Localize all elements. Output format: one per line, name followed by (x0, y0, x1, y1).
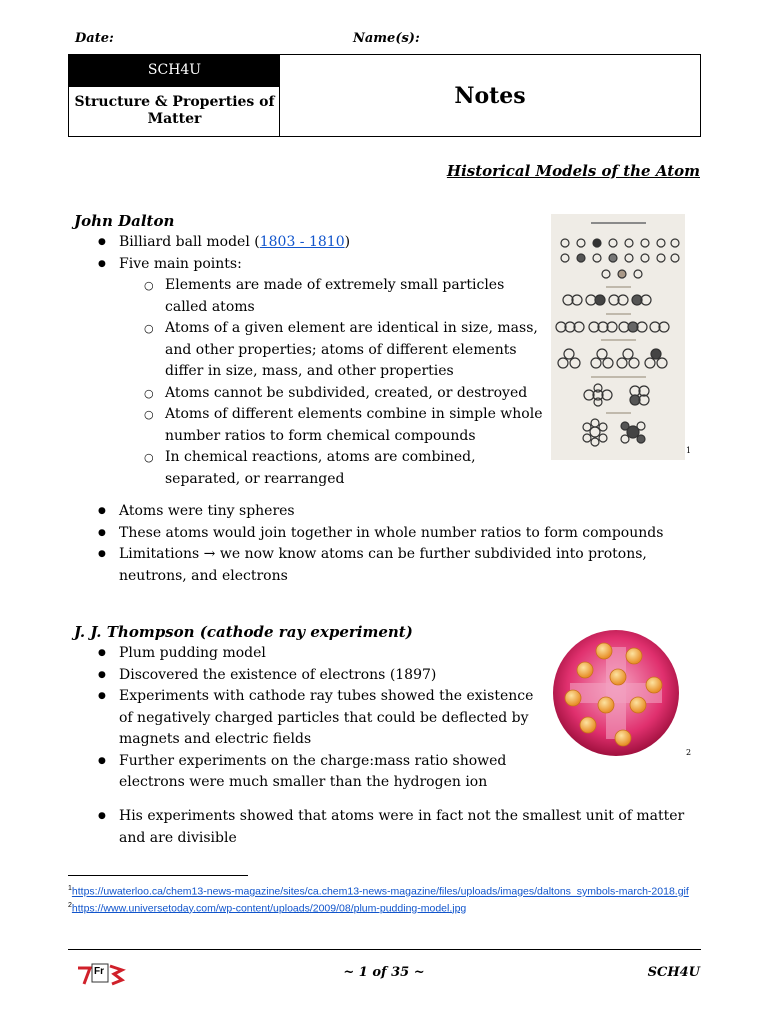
footer-course: SCH4U (647, 965, 700, 980)
list-item: ○ Elements are made of extremely small particles called atoms (74, 275, 544, 318)
notes-title: Notes (454, 82, 526, 109)
figure-footnote-mark: 2 (686, 748, 692, 757)
thomson-list (74, 643, 534, 794)
list-item: ○ Atoms of different elements combine in simple whole number ratios to form chemical compounds (74, 404, 544, 447)
footnote-link[interactable]: https://www.universetoday.com/wp-content/uploads/2009/08/plum-pudding-model.jpg (71, 902, 467, 914)
dalton-b1-suffix: ) (344, 234, 351, 250)
list-item: ● Further experiments on the charge:mass ratio showed electrons were much smaller than the hydrogen ion (74, 751, 534, 794)
dalton-b1-text: Billiard ball model ( (119, 234, 260, 250)
dalton-more-list (74, 501, 714, 587)
plum-pudding-illustration (548, 625, 684, 761)
thomson-heading: J. J. Thompson (cathode ray experiment) (74, 623, 413, 641)
figure-footnote-mark: 1 (686, 446, 692, 455)
list-item: ○ Atoms of a given element are identical in size, mass, and other properties; atoms of different elements differ in size, mass, and other properties (74, 318, 544, 383)
list-item: ● Atoms were tiny spheres (74, 501, 714, 523)
header-box (68, 54, 701, 137)
unit-title: Structure & Properties of Matter (74, 94, 275, 127)
list-item: ● Experiments with cathode ray tubes showed the existence of negatively charged particles that could be deflected by magnets and electric fields (74, 686, 534, 751)
list-item (74, 232, 544, 254)
footnote-2 (68, 899, 708, 916)
thomson-last-list (74, 806, 714, 849)
dalton-list (74, 232, 544, 490)
list-item: ● These atoms would join together in whole number ratios to form compounds (74, 523, 714, 545)
list-item: ● Discovered the existence of electrons (1897) (74, 665, 534, 687)
footnote-number: 2 (68, 901, 72, 909)
list-item: ● His experiments showed that atoms were in fact not the smallest unit of matter and are divisible (74, 806, 714, 849)
section-title: Historical Models of the Atom (446, 162, 700, 180)
page-number: ~ 1 of 35 ~ (343, 965, 425, 980)
dalton-symbols-illustration (551, 214, 685, 460)
list-item: ○ In chemical reactions, atoms are combined, separated, or rearranged (74, 447, 544, 490)
date-range-link[interactable]: 1803 - 1810 (259, 234, 345, 250)
plum-pudding-image (548, 625, 684, 761)
logo-symbol: Fr (94, 966, 104, 977)
course-code: SCH4U (69, 55, 280, 86)
dalton-heading: John Dalton (74, 212, 175, 230)
footnote-link[interactable]: https://uwaterloo.ca/chem13-news-magazine/sites/ca.chem13-news-magazine/files/uploads/images/daltons_symbols-march-2018.gif (71, 885, 689, 898)
list-item: ● Plum pudding model (74, 643, 534, 665)
list-item: ○ Atoms cannot be subdivided, created, or destroyed (74, 383, 544, 405)
footnote-number: 1 (68, 885, 72, 892)
date-label: Date: (75, 31, 114, 46)
footnote-rule (68, 875, 248, 876)
name-label: Name(s): (353, 31, 420, 46)
list-item: ● Limitations → we now know atoms can be further subdivided into protons, neutrons, and electrons (74, 544, 714, 587)
footnotes (68, 882, 708, 915)
list-item: ● Five main points: (74, 254, 544, 276)
dalton-symbols-image (551, 214, 685, 460)
footer-rule (68, 949, 701, 950)
footnote-1 (68, 882, 708, 899)
